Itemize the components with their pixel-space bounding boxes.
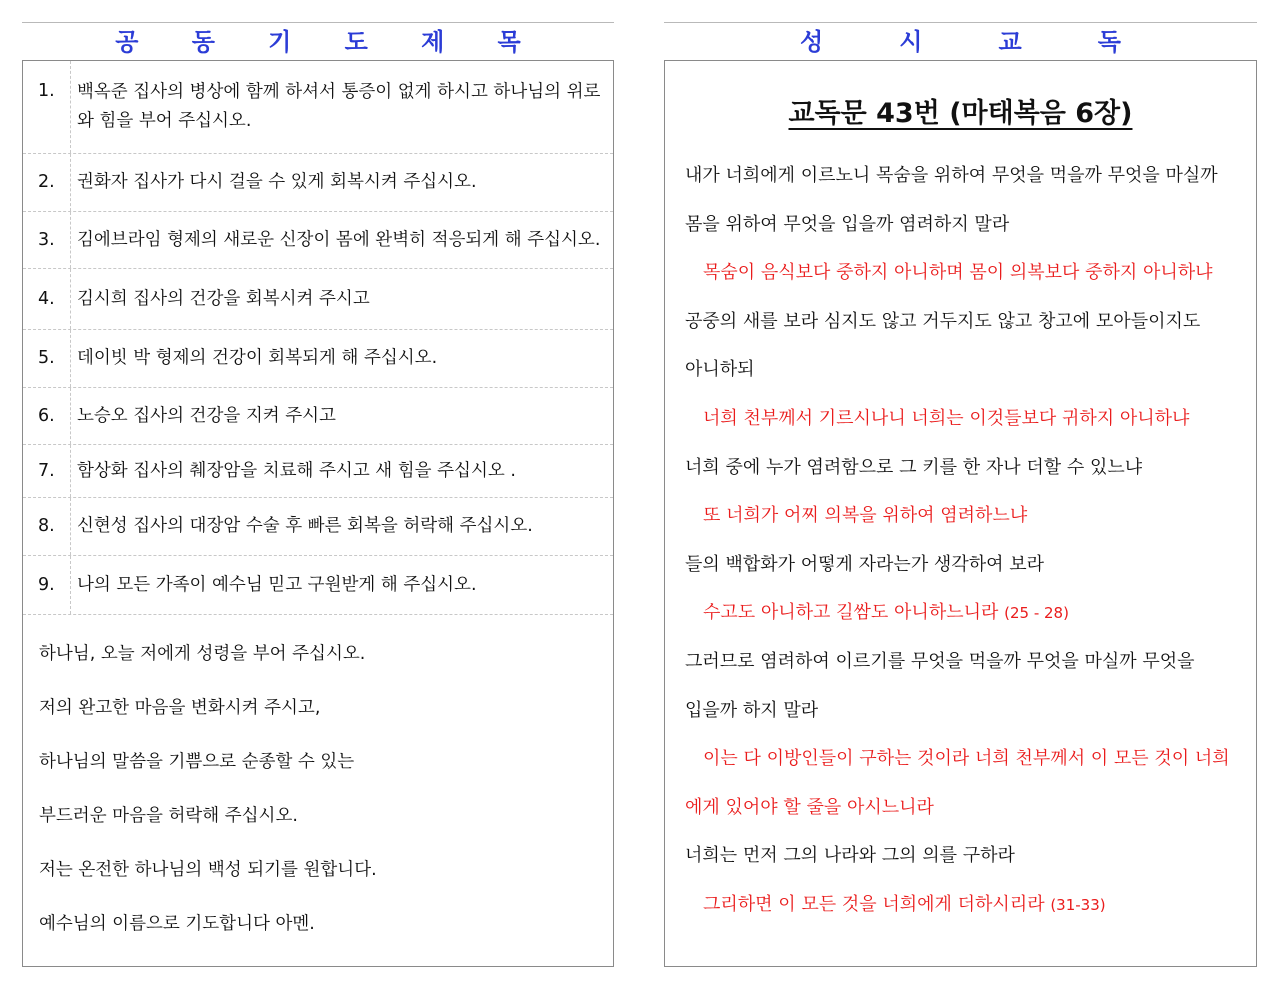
prayer-item	[23, 330, 613, 388]
prayer-number: 3.	[23, 212, 71, 268]
prayer-item	[23, 498, 613, 556]
closing-line: 저는 온전한 하나님의 백성 되기를 원합니다.	[39, 860, 377, 880]
verse-line	[685, 541, 1250, 590]
prayer-number: 8.	[23, 498, 71, 555]
heading-char: 제	[421, 28, 445, 56]
heading-char: 목	[497, 28, 521, 56]
closing-line: 예수님의 이름으로 기도합니다 아멘.	[39, 914, 315, 934]
verse-line	[685, 735, 1250, 784]
verse-text: 너희 중에 누가 염려함으로 그 키를 한 자나 더할 수 있느냐	[685, 456, 1143, 478]
prayer-text: 김에브라임 형제의 새로운 신장이 몸에 완벽히 적응되게 해 주십시오.	[77, 229, 601, 250]
verse-line	[685, 784, 1250, 833]
verse-line	[685, 492, 1250, 541]
reading-title-text: 교독문 43번 (마태복음 6장)	[788, 98, 1133, 129]
verse-text: 또 너희가 어찌 의복을 위하여 염려하느냐	[703, 505, 1028, 527]
closing-line: 부드러운 마음을 허락해 주십시오.	[39, 806, 298, 826]
prayer-number: 6.	[23, 388, 71, 444]
prayer-topics-box	[22, 60, 614, 967]
heading-char: 도	[344, 28, 368, 56]
prayer-text: 노승오 집사의 건강을 지켜 주시고	[77, 405, 336, 426]
prayer-item	[23, 556, 613, 615]
heading-char: 동	[191, 28, 215, 56]
verse-text: 에게 있어야 할 줄을 아시느니라	[685, 796, 934, 818]
prayer-item	[23, 445, 613, 498]
closing-line: 하나님, 오늘 저에게 성령을 부어 주십시오.	[39, 644, 366, 664]
verse-line	[685, 832, 1250, 881]
prayer-number: 4.	[23, 269, 71, 329]
verse-text: 몸을 위하여 무엇을 입을까 염려하지 말라	[685, 213, 1010, 235]
verse-line	[685, 346, 1250, 395]
verse-line	[685, 881, 1250, 930]
verse-line	[685, 638, 1250, 687]
prayer-item	[23, 269, 613, 330]
prayer-text: 데이빗 박 형제의 건강이 회복되게 해 주십시오.	[77, 348, 438, 368]
prayer-number: 5.	[23, 330, 71, 387]
heading-char: 공	[115, 28, 139, 56]
verse-text: 수고도 아니하고 길쌈도 아니하느니라	[703, 602, 999, 624]
heading-char: 교	[998, 28, 1022, 56]
verse-line	[685, 298, 1250, 347]
prayer-number: 1.	[23, 61, 71, 153]
prayer-item	[23, 154, 613, 212]
responsive-reading-box	[664, 60, 1257, 967]
verse-line	[685, 687, 1250, 736]
verse-line	[685, 395, 1250, 444]
prayer-item	[23, 61, 613, 154]
verse-text: 그리하면 이 모든 것을 너희에게 더하시리라	[703, 893, 1045, 915]
verse-text: 입을까 하지 말라	[685, 699, 819, 721]
heading-char: 기	[268, 28, 292, 56]
verse-text: 들의 백합화가 어떻게 자라는가 생각하여 보라	[685, 553, 1044, 575]
closing-prayer	[23, 615, 613, 951]
responsive-reading-heading	[664, 22, 1257, 56]
verse-text: 그러므로 염려하여 이르기를 무엇을 먹을까 무엇을 마실까 무엇을	[685, 650, 1195, 672]
verse-line	[685, 589, 1250, 638]
prayer-item	[23, 212, 613, 269]
verse-line	[685, 444, 1250, 493]
verse-list	[665, 152, 1256, 930]
prayer-text: 함상화 집사의 췌장암을 치료해 주시고 새 힘을 주십시오 .	[77, 460, 516, 481]
prayer-topics-heading	[22, 22, 614, 56]
verse-text: 너희 천부께서 기르시나니 너희는 이것들보다 귀하지 아니하냐	[703, 407, 1190, 429]
verse-text: 목숨이 음식보다 중하지 아니하며 몸이 의복보다 중하지 아니하냐	[703, 262, 1213, 284]
verse-reference: (31-33)	[1050, 895, 1106, 914]
verse-text: 아니하되	[685, 359, 755, 381]
verse-text: 너희는 먼저 그의 나라와 그의 의를 구하라	[685, 845, 1015, 867]
heading-char: 시	[899, 28, 923, 56]
prayer-number: 2.	[23, 154, 71, 211]
verse-line	[685, 201, 1250, 250]
heading-char: 성	[800, 28, 824, 56]
verse-reference: (25 - 28)	[1004, 604, 1069, 623]
heading-char: 독	[1097, 28, 1121, 56]
prayer-text: 권화자 집사가 다시 걸을 수 있게 회복시켜 주십시오.	[77, 172, 477, 192]
prayer-text: 백옥준 집사의 병상에 함께 하셔서 통증이 없게 하시고 하나님의 위로와 힘을 부어 주십시오.	[77, 82, 601, 131]
prayer-number: 7.	[23, 445, 71, 497]
prayer-item	[23, 388, 613, 445]
prayer-text: 나의 모든 가족이 예수님 믿고 구원받게 해 주십시오.	[77, 574, 477, 595]
prayer-text: 신현성 집사의 대장암 수술 후 빠른 회복을 허락해 주십시오.	[77, 516, 533, 536]
verse-text: 공중의 새를 보라 심지도 않고 거두지도 않고 창고에 모아들이지도	[685, 310, 1201, 332]
verse-line	[685, 152, 1250, 201]
reading-title	[665, 91, 1256, 130]
verse-line	[685, 249, 1250, 298]
verse-text: 내가 너희에게 이르노니 목숨을 위하여 무엇을 먹을까 무엇을 마실까	[685, 165, 1218, 186]
closing-line: 하나님의 말씀을 기쁨으로 순종할 수 있는	[39, 752, 355, 772]
verse-text: 이는 다 이방인들이 구하는 것이라 너희 천부께서 이 모든 것이 너희	[703, 748, 1230, 770]
prayer-number: 9.	[23, 556, 71, 614]
closing-line: 저의 완고한 마음을 변화시켜 주시고,	[39, 698, 321, 718]
prayer-text: 김시희 집사의 건강을 회복시켜 주시고	[77, 288, 370, 309]
